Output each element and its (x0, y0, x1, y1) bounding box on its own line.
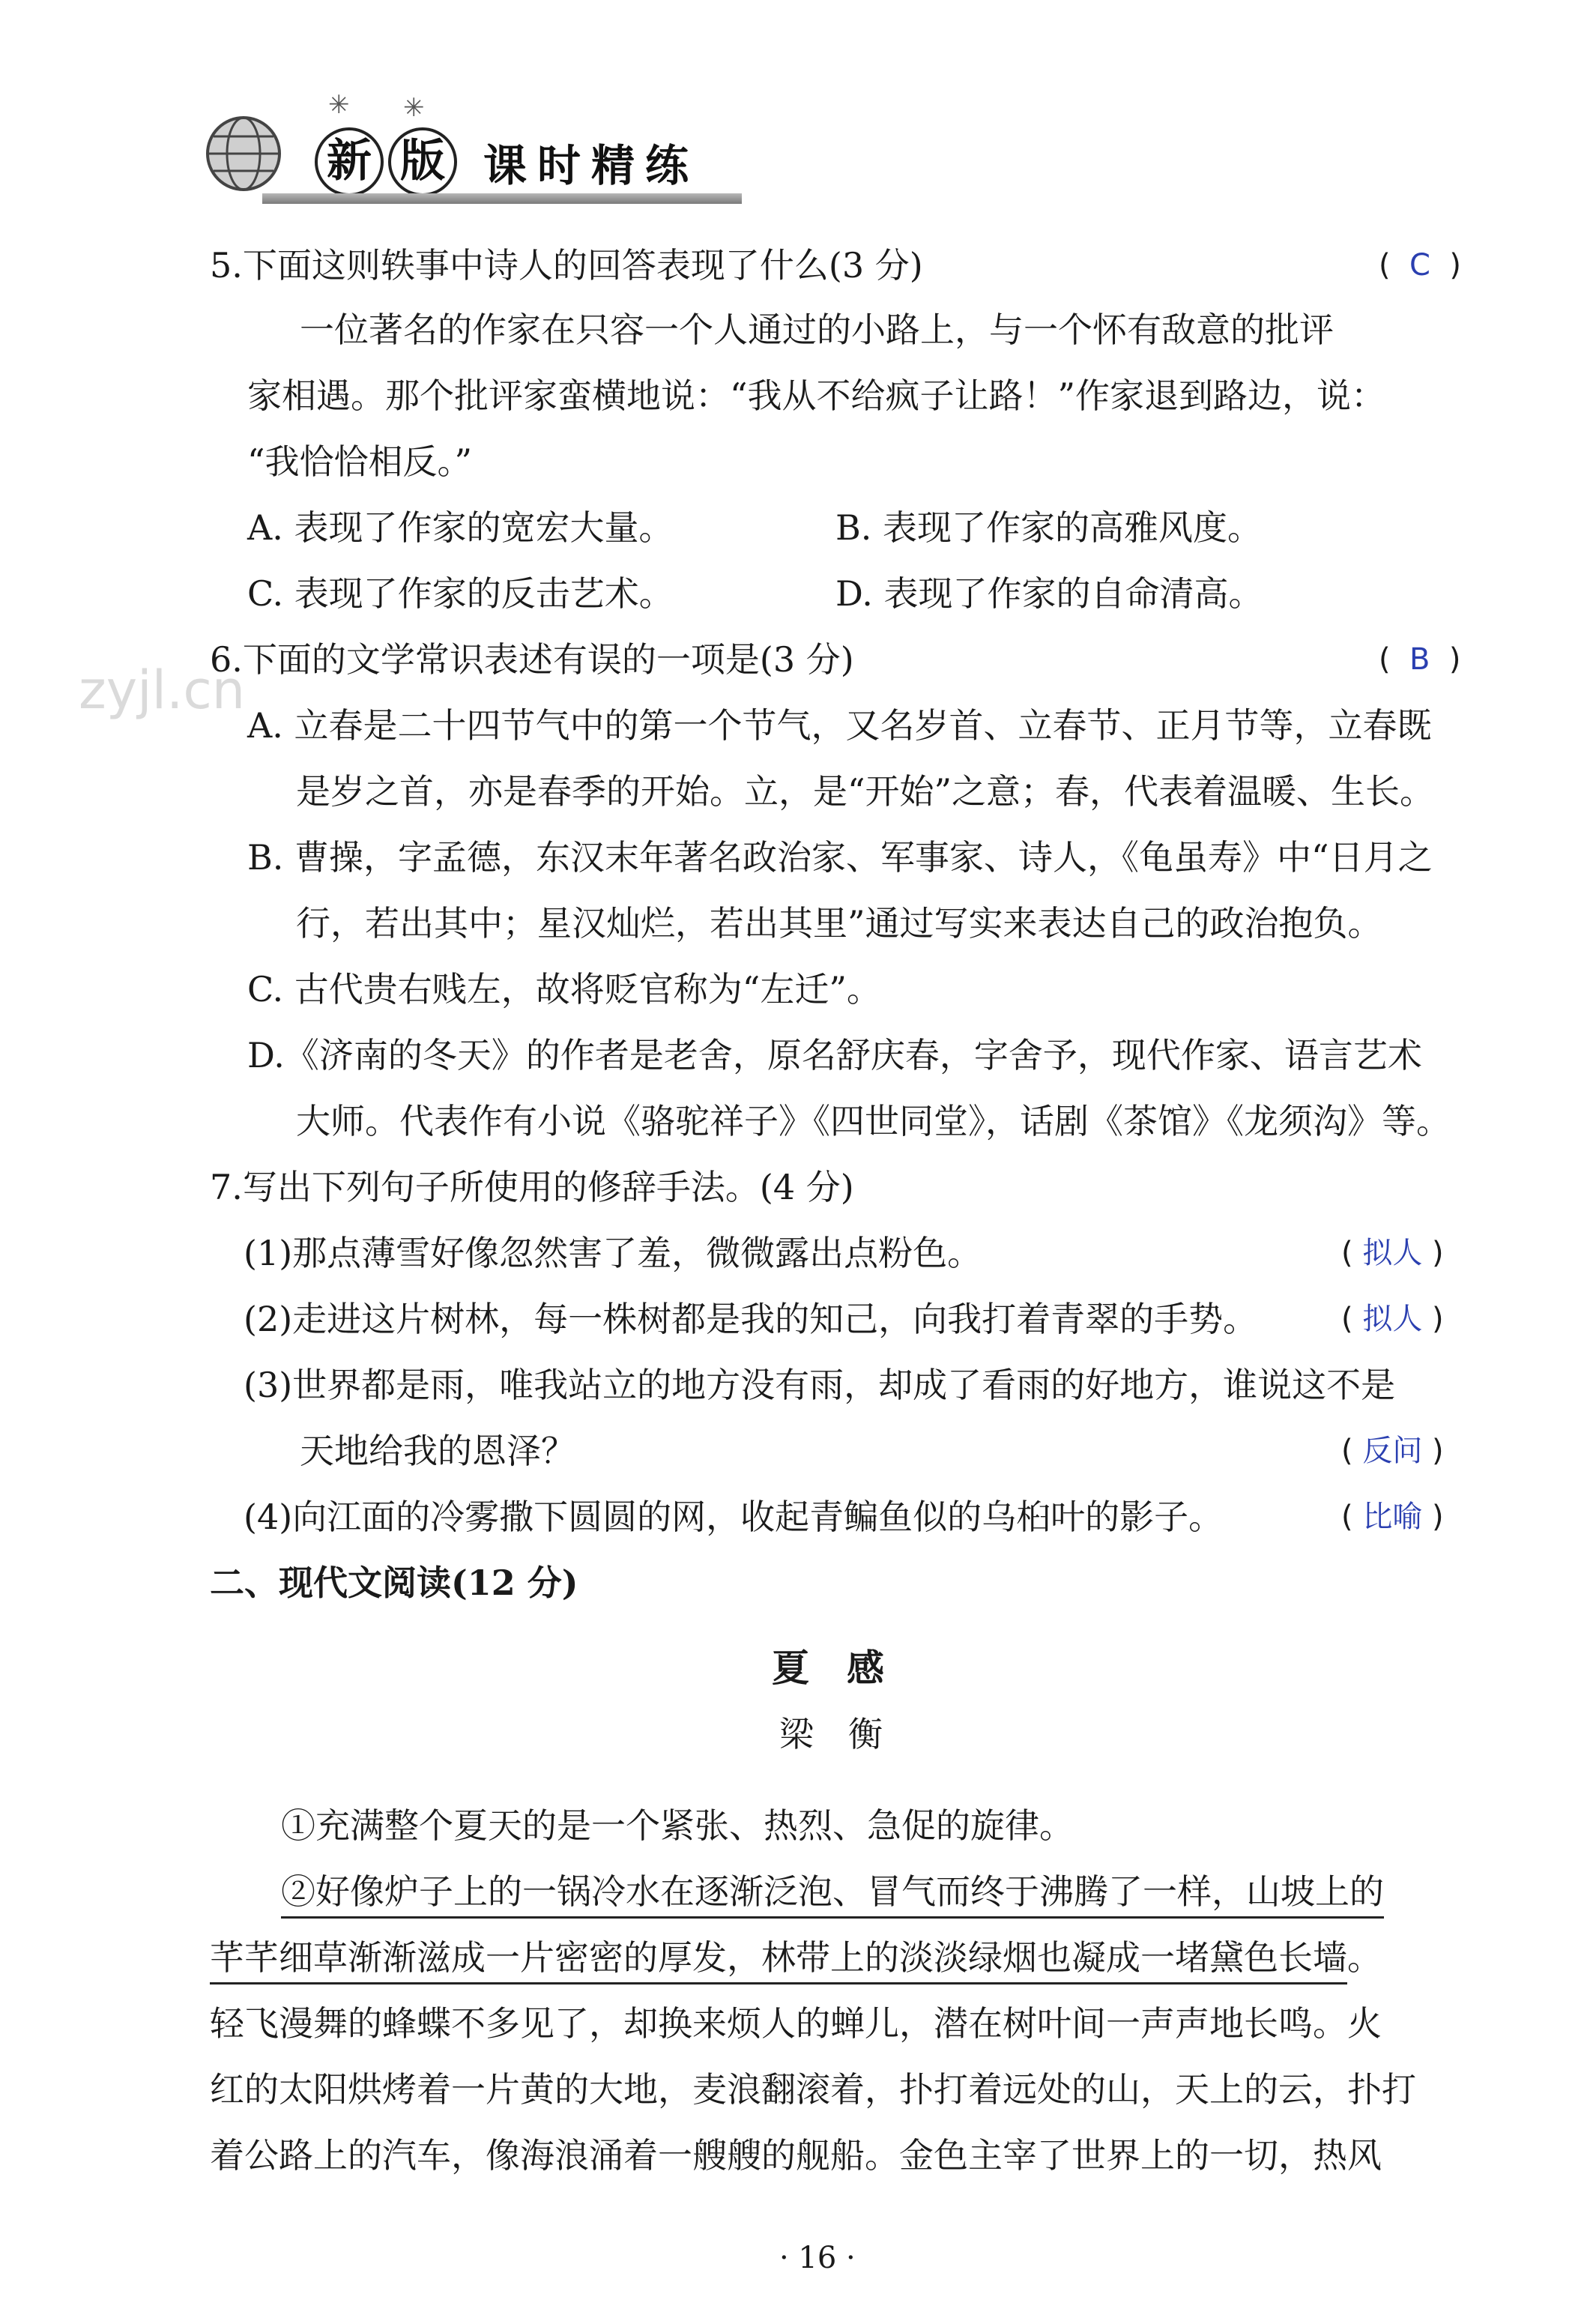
q7-item: (1)那点薄雪好像忽然害了羞，微微露出点粉色。 (244, 1233, 982, 1273)
watermark: zyjl.cn (79, 660, 246, 721)
article-line: 着公路上的汽车，像海浪涌着一艘艘的舰船。金色主宰了世界上的一切，热风 (210, 2135, 1382, 2176)
article-line: 轻飞漫舞的蜂蝶不多见了，却换来烦人的蝉儿，潜在树叶间一声声地长鸣。火 (210, 2003, 1382, 2044)
q7-item-answer: ( 拟人 ) (1341, 1236, 1444, 1270)
q6-option-line: C. 古代贵右贱左，故将贬官称为“左迁”。 (247, 969, 881, 1009)
q6-answer-value: B (1409, 642, 1430, 677)
q6-option-line: B. 曹操，字孟德，东汉末年著名政治家、军事家、诗人，《龟虽寿》中“日月之 (247, 837, 1433, 878)
q6-option-line: 大师。代表作有小说《骆驼祥子》《四世同堂》，话剧《茶馆》《龙须沟》等。 (296, 1101, 1451, 1141)
article-paragraph-underlined (281, 1871, 1384, 1913)
q5-option-b: B. 表现了作家的高雅风度。 (835, 507, 1263, 548)
q7-item: (3)世界都是雨，唯我站立的地方没有雨，却成了看雨的好地方，谁说这不是 (244, 1365, 1396, 1405)
q5-option-a: A. 表现了作家的宽宏大量。 (247, 507, 674, 548)
q6-option-line: 是岁之首，亦是春季的开始。立，是“开始”之意；春，代表着温暖、生长。 (296, 771, 1435, 812)
q7-item-answer: ( 反问 ) (1341, 1434, 1444, 1468)
article-author: 梁 衡 (779, 1714, 883, 1754)
q7-item: (2)走进这片树林，每一株树都是我的知己，向我打着青翠的手势。 (244, 1299, 1258, 1339)
q5-passage-line: 家相遇。那个批评家蛮横地说：“我从不给疯子让路！”作家退到路边，说： (247, 375, 1386, 416)
header-bar (262, 193, 742, 204)
q7-item-answer-value: 拟人 (1362, 1236, 1423, 1270)
q7-item-answer: ( 比喻 ) (1341, 1500, 1444, 1534)
q7-item-answer-value: 拟人 (1362, 1302, 1423, 1336)
page-number: · 16 · (779, 2241, 856, 2275)
q6-option-line: 行，若出其中；星汉灿烂，若出其里”通过写实来表达自己的政治抱负。 (296, 903, 1382, 944)
book-header (202, 90, 742, 202)
q6-option-line: D.《济南的冬天》的作者是老舍，原名舒庆春，字舍予，现代作家、语言艺术 (247, 1035, 1422, 1075)
q7-item: (4)向江面的冷雾撒下圆圆的网，收起青鳊鱼似的乌桕叶的影子。 (244, 1497, 1224, 1537)
q7-stem: 7.写出下列句子所使用的修辞手法。(4 分) (210, 1167, 854, 1207)
q7-item-answer-value: 反问 (1362, 1434, 1423, 1468)
q5-answer: ( C ) (1379, 248, 1462, 283)
globe-icon (202, 112, 285, 195)
header-title: 课时精练 (483, 140, 700, 191)
underlined-text: ②好像炉子上的一锅冷水在逐渐泛泡、冒气而终于沸腾了一样，山坡上的 (281, 1871, 1384, 1919)
q6-option-line: A. 立春是二十四节气中的第一个节气，又名岁首、立春节、正月节等，立春既 (247, 705, 1432, 746)
q7-item-answer-value: 比喻 (1362, 1500, 1423, 1534)
q7-item-cont: 天地给我的恩泽？ (300, 1431, 575, 1471)
header-char-new: 新 (315, 127, 384, 196)
header-char-edition: 版 (388, 127, 457, 196)
sentence-end: 。 (1347, 1937, 1382, 1978)
article-paragraph: ①充满整个夏天的是一个紧张、热烈、急促的旋律。 (281, 1805, 1074, 1846)
section-heading: 二、现代文阅读(12 分) (210, 1563, 578, 1603)
q6-answer: ( B ) (1379, 642, 1461, 677)
q5-option-d: D. 表现了作家的自命清高。 (835, 573, 1263, 614)
article-title: 夏 感 (772, 1646, 884, 1690)
q6-stem: 6.下面的文学常识表述有误的一项是(3 分) (210, 639, 854, 680)
article-paragraph-underlined (210, 1937, 1382, 1979)
q5-passage-line: 一位著名的作家在只容一个人通过的小路上，与一个怀有敌意的批评 (300, 310, 1334, 350)
q5-option-c: C. 表现了作家的反击艺术。 (247, 573, 674, 614)
q7-item-answer: ( 拟人 ) (1341, 1302, 1444, 1336)
q5-passage-line: “我恰恰相反。” (247, 441, 473, 482)
q5-answer-value: C (1409, 248, 1430, 283)
q5-stem: 5.下面这则轶事中诗人的回答表现了什么(3 分) (210, 245, 923, 286)
sparkle-icon: ✳ (328, 90, 350, 120)
underlined-text: 芊芊细草渐渐滋成一片密密的厚发，林带上的淡淡绿烟也凝成一堵黛色长墙 (210, 1937, 1347, 1984)
article-line: 红的太阳烘烤着一片黄的大地，麦浪翻滚着，扑打着远处的山，天上的云，扑打 (210, 2069, 1416, 2110)
sparkle-icon: ✳ (403, 93, 425, 123)
